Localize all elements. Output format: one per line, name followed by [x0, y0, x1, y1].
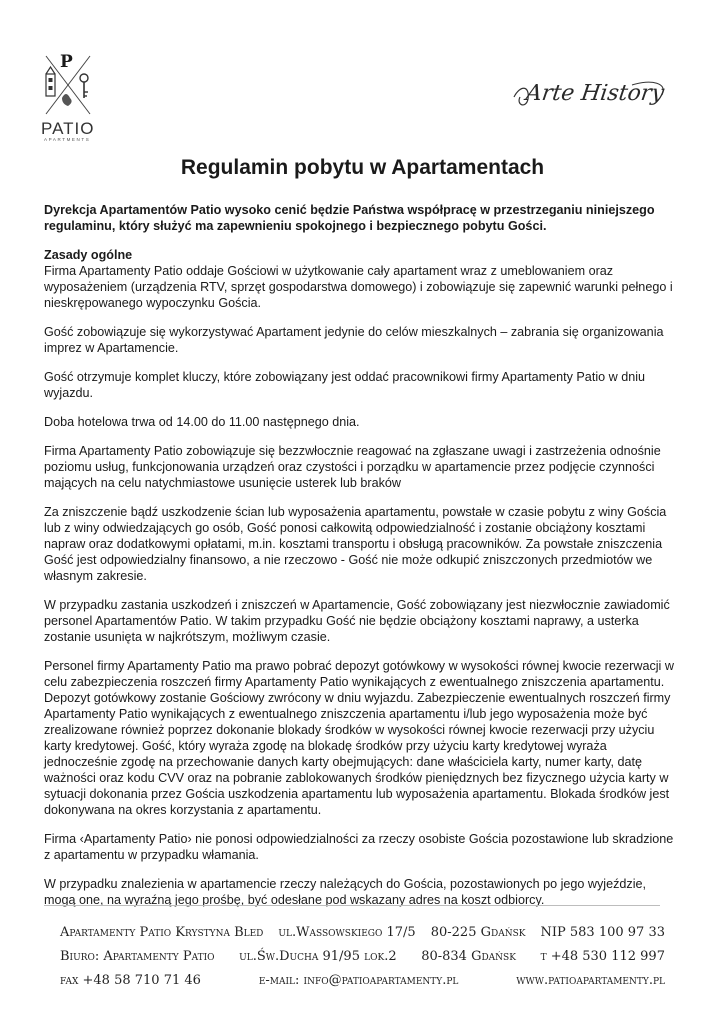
footer-website-link[interactable]: www.patioapartamenty.pl: [516, 972, 665, 988]
paragraph: Gość otrzymuje komplet kluczy, które zobowiązany jest oddać pracownikowi firmy Apartamenty Patio w dniu wyjazdu.: [44, 370, 646, 400]
paragraph: Firma ‹Apartamenty Patio› nie ponosi odpowiedzialności za rzeczy osobiste Gościa pozostawione lub skradzione z apartamentu w przypadku włamania.: [44, 832, 674, 862]
footer-company-name: Apartamenty Patio Krystyna Bled: [60, 924, 264, 940]
paragraph: Doba hotelowa trwa od 14.00 do 11.00 następnego dnia.: [44, 415, 360, 429]
intro-paragraph: Dyrekcja Apartamentów Patio wysoko cenić będzie Państwa współpracę w przestrzeganiu niniejszego regulaminu, który służyć ma zapewnieniu spokojnego i bezpiecznego pobytu Gości.: [44, 203, 655, 233]
footer-fax: fax +48 58 710 71 46: [60, 972, 201, 988]
patio-logo: [40, 52, 96, 147]
paragraph: Firma Apartamenty Patio zobowiązuje się bezzwłocznie reagować na zgłaszane uwagi i zastrzeżenia odnośnie poziomu usług, funkcjonowania urządzeń oraz czystości i porządku w apartamencie przez podjęcie czynności mających na celu natychmiastowe usunięcie usterek lub braków: [44, 444, 661, 490]
footer-office-name: Biuro: Apartamenty Patio: [60, 948, 215, 964]
footer-nip: NIP 583 100 97 33: [540, 924, 665, 940]
footer-line-office: [60, 944, 665, 968]
patio-logo-subtitle: APARTMENTS: [44, 137, 91, 142]
paragraph: W przypadku znalezienia w apartamencie rzeczy należących do Gościa, pozostawionych po jego wyjeździe, mogą one, na wyraźną jego prośbę, być odesłane pod wskazany adres na koszt odbiorcy.: [44, 877, 647, 907]
footer-phone: t +48 530 112 997: [540, 948, 665, 964]
paragraph: Gość zobowiązuje się wykorzystywać Apartament jedynie do celów mieszkalnych – zabrania się organizowania imprez w Apartamencie.: [44, 325, 664, 355]
footer-company-city: 80-225 Gdańsk: [430, 924, 526, 940]
footer-email-link[interactable]: e-mail: info@patioapartamenty.pl: [258, 972, 459, 988]
arte-history-wordmark: Arte History: [524, 81, 666, 106]
paragraph: W przypadku zastania uszkodzeń i zniszczeń w Apartamencie, Gość zobowiązany jest niezwłocznie zawiadomić personel Apartamentów Patio. W takim przypadku Gość nie będzie obciążony kosztami naprawy, a usterka zostanie usunięta w najkrótszym, możliwym czasie.: [44, 598, 670, 644]
footer-line-company: [60, 920, 665, 944]
footer-line-contact: [60, 968, 665, 992]
patio-logo-text: PATIO: [41, 119, 95, 138]
section-heading: Zasady ogólne: [44, 248, 133, 262]
document-title: Regulamin pobytu w Apartamentach: [180, 156, 545, 179]
paragraph: Personel firmy Apartamenty Patio ma prawo pobrać depozyt gotówkowy w wysokości równej kwocie rezerwacji w celu zabezpieczenia roszczeń firmy Apartamenty Patio wynikających z ewentualnego zniszczenia apartamentu. Depozyt gotówkowy zostanie Gościowy zwrócony w dniu wyjazdu. Zabezpieczenie ewentualnych roszczeń firmy Apartamenty Patio wynikających z ewentualnego zniszczenia apartamentu i/lub jego wyposażenia może być zrealizowane również poprzez dokonanie blokady środków w wysokości równej kwocie rezerwacji przy użyciu karty kredytowej. Gość, który wyraża zgodę na blokadę środków przy użyciu karty kredytowej wyraża jednocześnie zgodę na przechowanie danych karty obejmujących: dane właściciela karty, numer karty, datę ważności oraz kodu CVV oraz na pobranie zablokowanych środków pieniędznych bez fizycznego użycia karty w sytuacji dokonania przez Gościa uszkodzenia apartamentu lub wyposażenia apartamentu. Blokada środków jest dokonywana na okres korzystania z apartamentu.: [44, 659, 674, 817]
footer: [60, 920, 665, 992]
document-body: [44, 202, 679, 921]
footer-office-city: 80-834 Gdańsk: [421, 948, 516, 964]
footer-divider: [44, 905, 660, 906]
footer-office-street: ul.Św.Ducha 91/95 lok.2: [239, 948, 397, 964]
arte-history-logo: [512, 75, 672, 115]
footer-company-street: ul.Wassowskiego 17/5: [278, 924, 416, 940]
paragraph: Firma Apartamenty Patio oddaje Gościowi w użytkowanie cały apartament wraz z umeblowaniem oraz wyposażeniem (urządzenia RTV, sprzęt gospodarstwa domowego) i zobowiązuje się zapewnić warunki pełnego i nieskrępowanego wypoczynku Gościa.: [44, 264, 673, 310]
patio-logo-letter: P: [60, 52, 73, 72]
paragraph: Za zniszczenie bądź uszkodzenie ścian lub wyposażenia apartamentu, powstałe w czasie pobytu z winy Gościa lub z winy odwiedzających go osób, Gość ponosi całkowitą odpowiedzialność i zostanie obciążony kosztami napraw oraz dodatkowymi opłatami, m.in. kosztami transportu i obsługą pracowników. Za powstałe zniszczenia Gość jest odpowiedzialny finansowo, a nie rzeczowo - Gość nie może odkupić zniszczonych przedmiotów we własnym zakresie.: [44, 505, 667, 583]
